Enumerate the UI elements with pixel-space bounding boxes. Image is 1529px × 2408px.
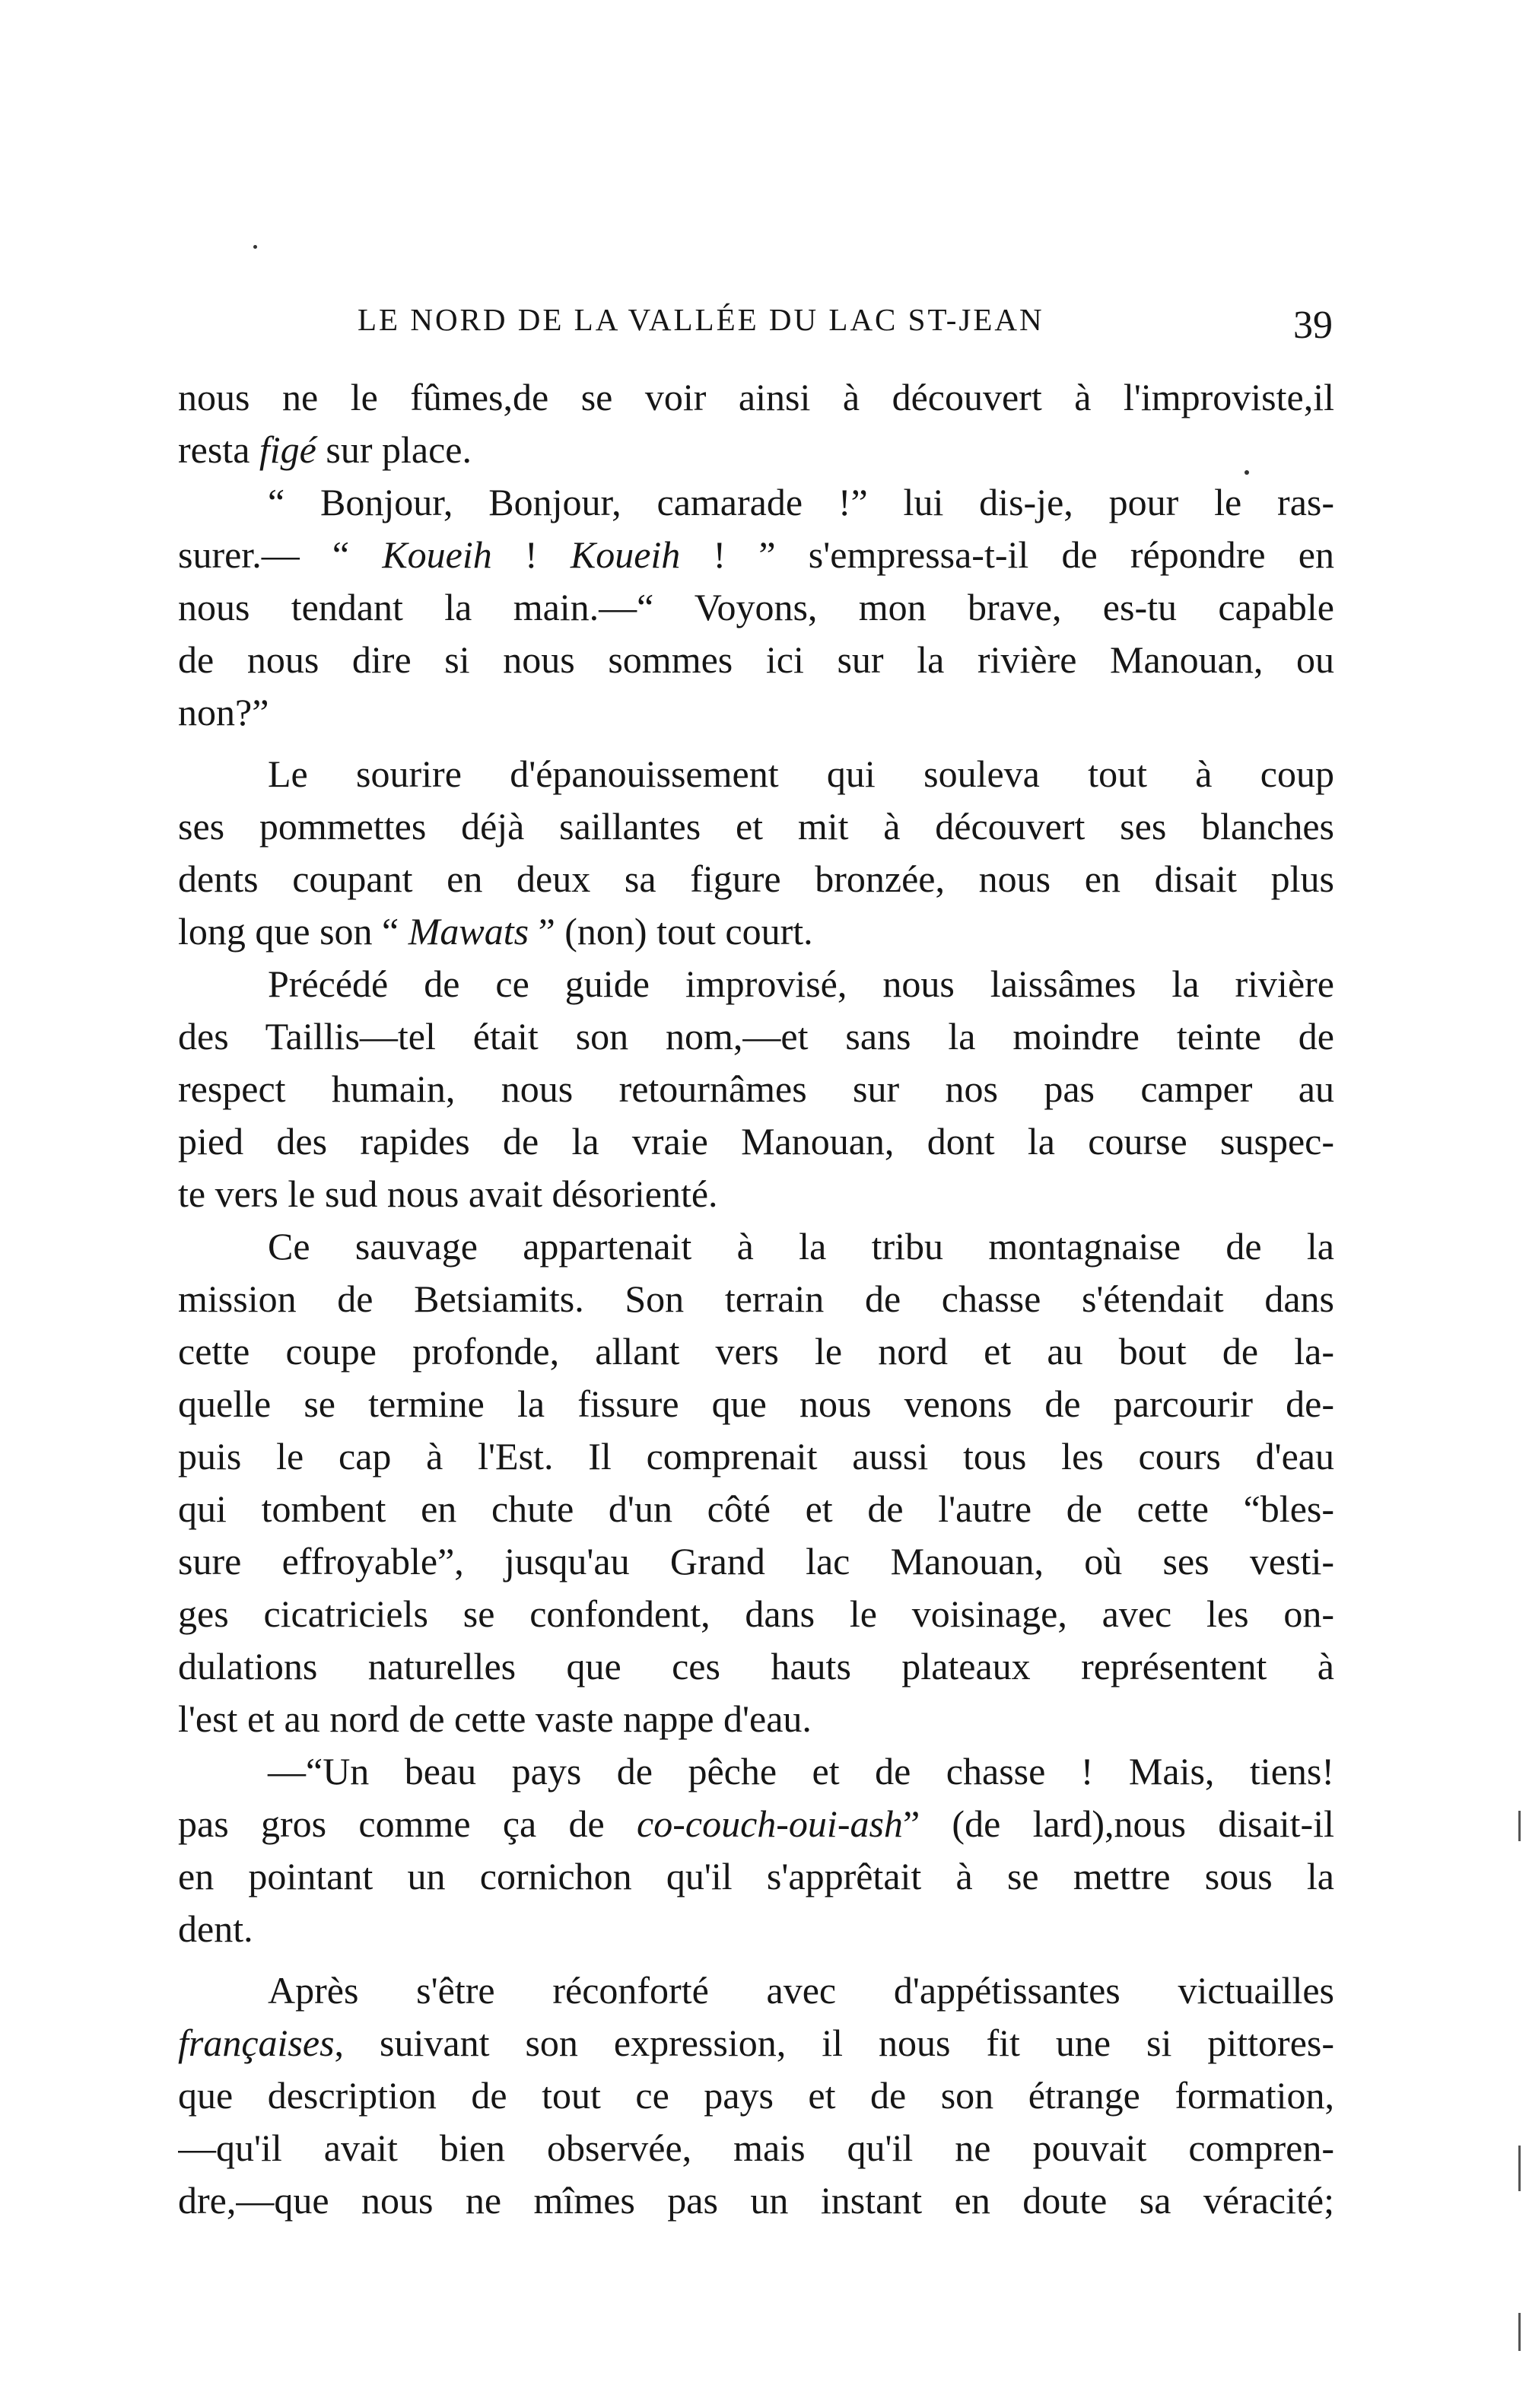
text-line: cette coupe profonde, allant vers le nord et au bout de la- bbox=[178, 1330, 1334, 1373]
text-line: des Taillis—tel était son nom,—et sans la moindre teinte de bbox=[178, 1015, 1334, 1058]
text-line: françaises, suivant son expression, il nous fit une si pittores- bbox=[178, 2022, 1334, 2064]
text-line: Après s'être réconforté avec d'appétissantes victuailles bbox=[268, 1969, 1334, 2012]
text-line: ses pommettes déjà saillantes et mit à découvert ses blanches bbox=[178, 805, 1334, 848]
text-line: nous ne le fûmes,de se voir ainsi à découvert à l'improviste,il bbox=[178, 376, 1334, 418]
text-line: resta figé sur place. bbox=[178, 428, 472, 471]
text-line: —“Un beau pays de pêche et de chasse ! Mais, tiens! bbox=[268, 1750, 1334, 1792]
text-line: qui tombent en chute d'un côté et de l'autre de cette “bles- bbox=[178, 1487, 1334, 1530]
text-line: —qu'il avait bien observée, mais qu'il ne pouvait compren- bbox=[178, 2126, 1334, 2169]
scan-speck bbox=[1244, 470, 1249, 475]
scan-edge-mark bbox=[1518, 2146, 1521, 2191]
text-line: de nous dire si nous sommes ici sur la rivière Manouan, ou bbox=[178, 638, 1334, 681]
text-line: “ Bonjour, Bonjour, camarade !” lui dis-je, pour le ras- bbox=[268, 481, 1334, 523]
text-line: puis le cap à l'Est. Il comprenait aussi tous les cours d'eau bbox=[178, 1435, 1334, 1478]
body-text bbox=[178, 371, 1334, 2227]
text-line: que description de tout ce pays et de son étrange formation, bbox=[178, 2074, 1334, 2117]
text-line: non?” bbox=[178, 691, 269, 733]
text-line: dents coupant en deux sa figure bronzée, nous en disait plus bbox=[178, 857, 1334, 900]
page-number: 39 bbox=[1293, 304, 1333, 347]
text-line: pied des rapides de la vraie Manouan, dont la course suspec- bbox=[178, 1120, 1334, 1163]
text-line: dent. bbox=[178, 1907, 253, 1950]
text-line: pas gros comme ça de co-couch-oui-ash” (de lard),nous disait-il bbox=[178, 1802, 1334, 1845]
scan-edge-mark bbox=[1518, 1811, 1521, 1841]
text-line: respect humain, nous retournâmes sur nos pas camper au bbox=[178, 1067, 1334, 1110]
running-head: LE NORD DE LA VALLÉE DU LAC ST-JEAN bbox=[358, 302, 1044, 337]
scan-edge-mark bbox=[1518, 2313, 1521, 2351]
text-line: te vers le sud nous avait désorienté. bbox=[178, 1172, 718, 1215]
text-line: dulations naturelles que ces hauts plateaux représentent à bbox=[178, 1645, 1334, 1688]
text-line: Précédé de ce guide improvisé, nous laissâmes la rivière bbox=[268, 962, 1334, 1005]
text-line: surer.— “ Koueih ! Koueih ! ” s'empressa-t-il de répondre en bbox=[178, 533, 1334, 576]
scan-speck bbox=[253, 245, 257, 249]
text-line: en pointant un cornichon qu'il s'apprêtait à se mettre sous la bbox=[178, 1855, 1334, 1897]
text-line: l'est et au nord de cette vaste nappe d'eau. bbox=[178, 1697, 812, 1740]
text-line: mission de Betsiamits. Son terrain de chasse s'étendait dans bbox=[178, 1277, 1334, 1320]
text-line: Le sourire d'épanouissement qui souleva tout à coup bbox=[268, 752, 1334, 795]
text-line: dre,—que nous ne mîmes pas un instant en doute sa véracité; bbox=[178, 2179, 1334, 2222]
text-line: ges cicatriciels se confondent, dans le voisinage, avec les on- bbox=[178, 1592, 1334, 1635]
text-line: nous tendant la main.—“ Voyons, mon brave, es-tu capable bbox=[178, 586, 1334, 628]
text-line: Ce sauvage appartenait à la tribu montagnaise de la bbox=[268, 1225, 1334, 1268]
text-line: long que son “ Mawats ” (non) tout court. bbox=[178, 910, 813, 953]
text-line: sure effroyable”, jusqu'au Grand lac Manouan, où ses vesti- bbox=[178, 1540, 1334, 1583]
text-line: quelle se termine la fissure que nous venons de parcourir de- bbox=[178, 1382, 1334, 1425]
